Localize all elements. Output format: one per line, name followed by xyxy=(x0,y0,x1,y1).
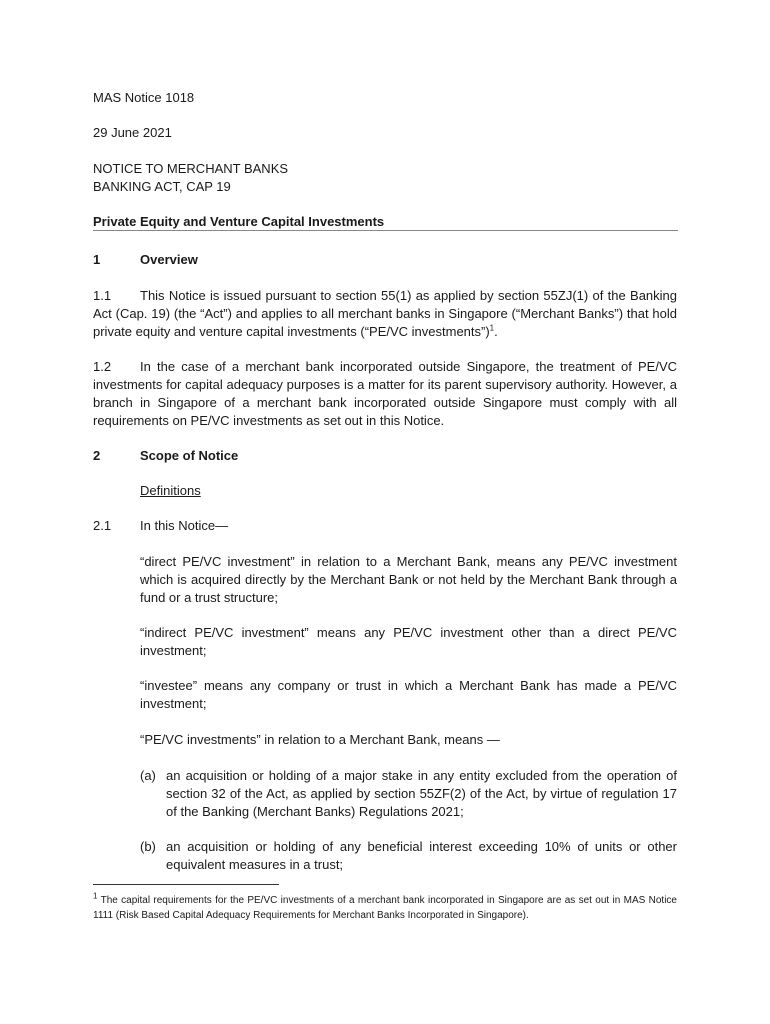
section-1-number: 1 xyxy=(93,252,101,267)
definition-investee: “investee” means any company or trust in which a Merchant Bank has made a PE/VC investment; xyxy=(140,678,677,711)
item-a-text: an acquisition or holding of a major stake in any entity excluded from the operation of section 32 of the Act, as applied by section 55ZF(2) of the Act, by virtue of regulation 17 of the Banking (Merchant Banks) Regulations 2021; xyxy=(166,768,677,819)
item-a-label: (a) xyxy=(140,768,156,783)
footnote-text: The capital requirements for the PE/VC investments of a merchant bank incorporated in Singapore are as set out in MAS Notice 1111 (Risk Based Capital Adequacy Requirements for Merchant Banks Incorporated in Singapore). xyxy=(93,895,677,921)
paragraph-1-1: 1.1 This Notice is issued pursuant to section 55(1) as applied by section 55ZJ(1) of the Banking Act (Cap. 19) (the “Act”) and applies to all merchant banks in Singapore (“Merchant Banks”) that hold private equity and venture capital investments (“PE/VC investments”)$^1$. xyxy=(93,288,677,339)
footnote-1 xyxy=(93,893,677,923)
notice-date: 29 June 2021 xyxy=(93,125,172,140)
item-b-label: (b) xyxy=(140,839,156,854)
item-b-text: an acquisition or holding of any beneficial interest exceeding 10% of units or other equivalent measures in a trust; xyxy=(166,839,677,872)
definition-indirect: “indirect PE/VC investment” means any PE/VC investment other than a direct PE/VC investment; xyxy=(140,625,677,658)
paragraph-1-2-text: In the case of a merchant bank incorporated outside Singapore, the treatment of PE/VC investments for capital adequacy purposes is a matter for its parent supervisory authority. However, a branch in Singapore of a merchant bank incorporated outside Singapore must comply with all requirements on PE/VC investments as set out in this Notice. xyxy=(93,359,677,428)
paragraph-1-2 xyxy=(93,358,677,430)
definitions-heading: Definitions xyxy=(140,483,201,498)
paragraph-2-1-text: In this Notice— xyxy=(140,518,229,533)
act-reference: BANKING ACT, CAP 19 xyxy=(93,179,231,194)
section-1-title: Overview xyxy=(140,252,198,267)
paragraph-2-1-number: 2.1 xyxy=(93,518,112,533)
footnote-marker: 1 xyxy=(93,891,98,901)
footnote-separator xyxy=(93,884,279,885)
definition-pe-vc: “PE/VC investments” in relation to a Merchant Bank, means — xyxy=(140,732,500,747)
notice-subject: Private Equity and Venture Capital Investments xyxy=(93,214,385,229)
paragraph-1-2-number: 1.2 xyxy=(93,359,112,374)
section-2-title: Scope of Notice xyxy=(140,448,239,463)
paragraph-1-1-text: This Notice is issued pursuant to section 55(1) as applied by section 55ZJ(1) of the Banking Act (Cap. 19) (the “Act”) and applies to all merchant banks in Singapore (“Merchant Banks”) that hold private equity and venture capital investments (“PE/VC investments”) xyxy=(93,288,677,339)
paragraph-1-1-number: 1.1 xyxy=(93,288,112,303)
subject-underline xyxy=(93,230,678,231)
section-2-number: 2 xyxy=(93,448,101,463)
footnote-ref-1: 1 xyxy=(489,323,495,333)
notice-number: MAS Notice 1018 xyxy=(93,90,195,105)
addressee: NOTICE TO MERCHANT BANKS xyxy=(93,161,289,176)
definition-direct: “direct PE/VC investment” in relation to a Merchant Bank, means any PE/VC investment which is acquired directly by the Merchant Bank or not held by the Merchant Bank through a fund or a trust structure; xyxy=(140,554,677,605)
